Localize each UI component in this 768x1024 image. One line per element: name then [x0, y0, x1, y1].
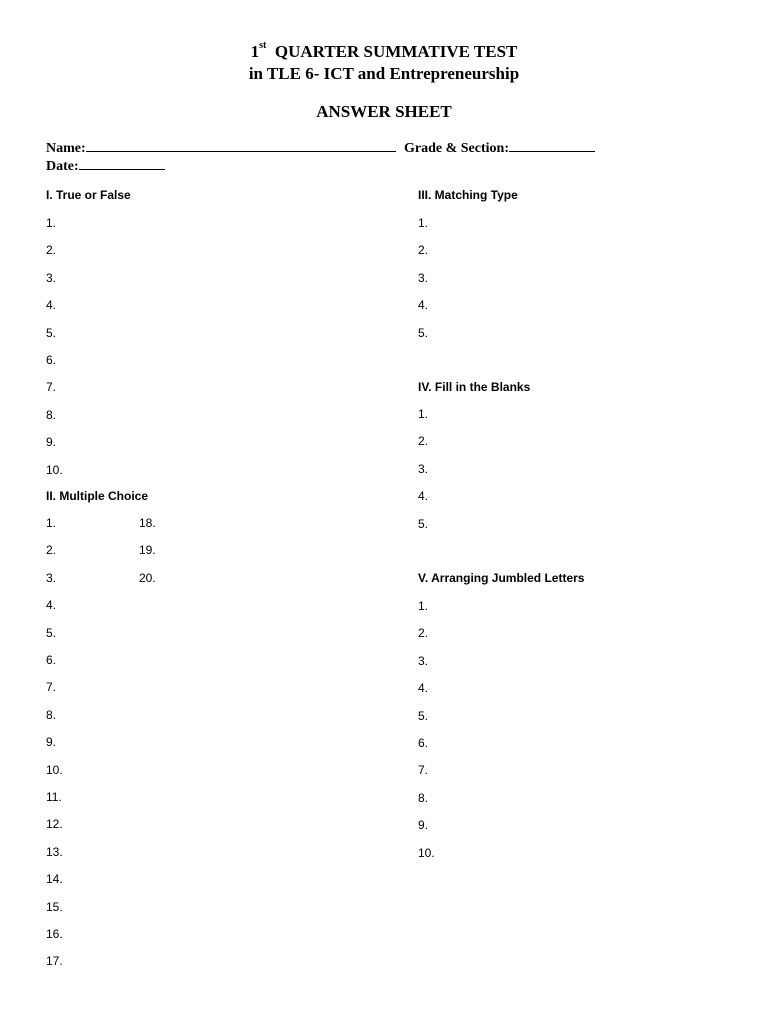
s5-item-4: 4.: [418, 681, 429, 696]
s5-item-9: 9.: [418, 818, 429, 833]
s4-item-5: 5.: [418, 516, 429, 531]
s2-item-col2-3: 20.: [139, 570, 156, 585]
s5-item-6: 6.: [418, 736, 429, 750]
s2-item-2: 2.: [46, 543, 57, 558]
s1-item-10: 10.: [46, 462, 63, 477]
s3-item-1: 1.: [418, 216, 429, 230]
s5-item-2: 2.: [418, 626, 429, 641]
s2-item-15: 15.: [46, 899, 63, 914]
grade-section-blank[interactable]: [509, 137, 595, 152]
s5-item-8: 8.: [418, 790, 429, 805]
s5-item-5: 5.: [418, 708, 429, 723]
s1-item-4: 4.: [46, 298, 57, 313]
title-superscript: st: [259, 40, 267, 51]
s3-item-4: 4.: [418, 298, 429, 313]
s3-heading: III. Matching Type: [418, 188, 518, 202]
s2-item-14: 14.: [46, 872, 63, 887]
s2-item-17: 17.: [46, 954, 63, 969]
test-title: [0, 42, 768, 62]
s2-item-4: 4.: [46, 598, 57, 613]
s4-item-4: 4.: [418, 489, 429, 504]
s4-heading: IV. Fill in the Blanks: [418, 380, 531, 394]
date-blank[interactable]: [79, 155, 165, 170]
s2-item-10: 10.: [46, 762, 63, 777]
s1-item-1: 1.: [46, 216, 57, 230]
s2-item-1: 1.: [46, 516, 57, 530]
s2-item-col2-2: 19.: [139, 543, 156, 558]
s5-heading: V. Arranging Jumbled Letters: [418, 571, 585, 585]
date-label: Date:: [46, 159, 79, 174]
grade-section-field[interactable]: [404, 137, 595, 157]
name-field[interactable]: [46, 137, 396, 157]
s5-item-7: 7.: [418, 763, 429, 778]
name-label: Name:: [46, 141, 86, 156]
s2-item-11: 11.: [46, 790, 62, 804]
date-field[interactable]: [46, 155, 165, 175]
s2-item-16: 16.: [46, 927, 63, 941]
s5-item-10: 10.: [418, 845, 435, 860]
answer-sheet-title: ANSWER SHEET: [316, 102, 452, 121]
s4-item-2: 2.: [418, 434, 429, 449]
s2-heading: II. Multiple Choice: [46, 489, 149, 503]
grade-section-label: Grade & Section:: [404, 141, 509, 156]
s1-item-5: 5.: [46, 325, 57, 340]
s2-item-3: 3.: [46, 570, 57, 585]
s2-item-12: 12.: [46, 817, 63, 832]
s1-item-2: 2.: [46, 243, 57, 258]
s5-item-1: 1.: [418, 599, 429, 613]
title-ordinal: 1: [250, 42, 260, 61]
s2-item-7: 7.: [46, 680, 57, 695]
s1-item-7: 7.: [46, 380, 57, 395]
test-subtitle: in TLE 6- ICT and Entrepreneurship: [248, 64, 520, 83]
s2-item-col2-1: 18.: [139, 516, 156, 530]
s1-heading: I. True or False: [46, 188, 131, 202]
s2-item-9: 9.: [46, 735, 57, 750]
s3-item-5: 5.: [418, 325, 429, 340]
s1-item-8: 8.: [46, 407, 57, 422]
s2-item-8: 8.: [46, 707, 57, 722]
s2-item-5: 5.: [46, 625, 57, 640]
s4-item-1: 1.: [418, 407, 429, 421]
s3-item-2: 2.: [418, 243, 429, 258]
s1-item-6: 6.: [46, 353, 57, 367]
s1-item-9: 9.: [46, 435, 57, 450]
s1-item-3: 3.: [46, 270, 57, 285]
name-blank[interactable]: [86, 137, 396, 152]
s2-item-13: 13.: [46, 844, 63, 859]
title-text: QUARTER SUMMATIVE TEST: [274, 42, 518, 61]
s3-item-3: 3.: [418, 270, 429, 285]
s5-item-3: 3.: [418, 653, 429, 668]
s4-item-3: 3.: [418, 461, 429, 476]
s2-item-6: 6.: [46, 653, 57, 667]
